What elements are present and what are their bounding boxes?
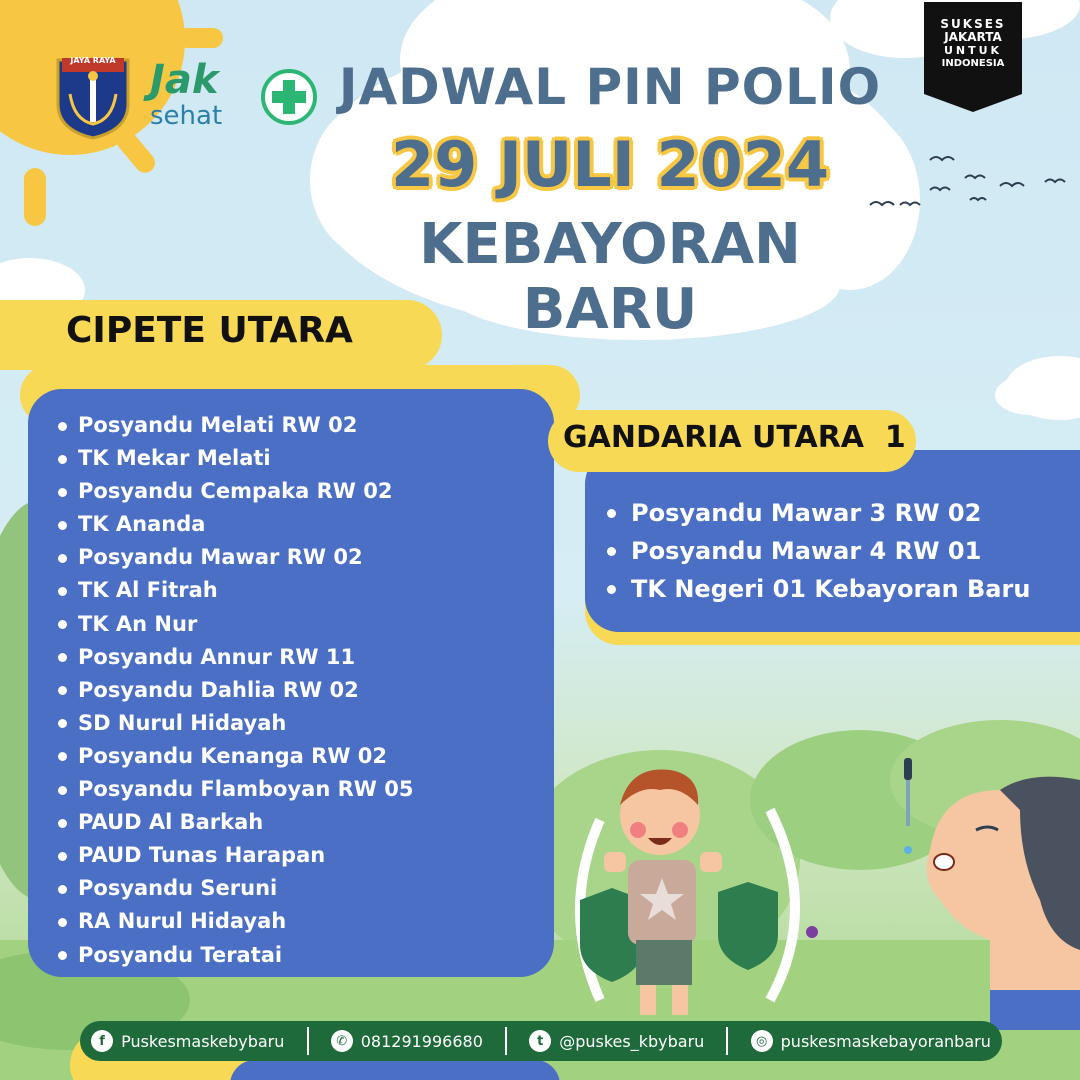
title-district: KEBAYORAN BARU	[419, 212, 801, 342]
badge-line: JAKARTA	[944, 30, 1002, 44]
badge-line: INDONESIA	[941, 58, 1005, 69]
list-item: TK Negeri 01 Kebayoran Baru	[585, 570, 1080, 608]
footer-divider	[307, 1027, 309, 1055]
instagram-handle: puskesmaskebayoranbaru	[780, 1031, 991, 1051]
list-item: TK An Nur	[28, 608, 554, 641]
facebook-handle: Puskesmaskebybaru	[121, 1031, 285, 1051]
dki-banner-text: JAYA RAYA	[70, 56, 116, 65]
social-footer	[80, 1021, 1002, 1061]
list-item: Posyandu Mawar 4 RW 01	[585, 532, 1080, 570]
list-item: TK Mekar Melati	[28, 442, 554, 475]
badge-line: UNTUK	[943, 44, 1003, 57]
hidden-panel	[230, 1060, 560, 1080]
title-line-1: JADWAL PIN POLIO	[338, 58, 882, 116]
cipete-list-panel	[28, 389, 554, 977]
polio-drop-illustration	[880, 750, 1080, 1030]
list-item: TK Ananda	[28, 508, 554, 541]
badge-line: SUKSES	[940, 17, 1006, 31]
sun-ray	[178, 28, 223, 48]
list-item: Posyandu Flamboyan RW 05	[28, 773, 554, 806]
health-cross-icon	[260, 68, 318, 126]
whatsapp-number: 081291996680	[360, 1031, 483, 1051]
list-item: PAUD Al Barkah	[28, 806, 554, 839]
gandaria-list-panel	[585, 450, 1080, 632]
list-item: Posyandu Melati RW 02	[28, 409, 554, 442]
whatsapp-link[interactable]	[331, 1030, 483, 1052]
footer-divider	[726, 1027, 728, 1055]
list-item: Posyandu Teratai	[28, 939, 554, 972]
sehat-logo-text: sehat	[150, 101, 223, 131]
instagram-icon: ◎	[751, 1030, 773, 1052]
sun-ray	[24, 168, 46, 226]
whatsapp-icon: ✆	[331, 1030, 353, 1052]
list-item: SD Nurul Hidayah	[28, 707, 554, 740]
list-item: Posyandu Dahlia RW 02	[28, 674, 554, 707]
jak-logo-text: Jak	[150, 57, 219, 103]
dki-crest-logo	[54, 54, 132, 140]
twitter-link[interactable]	[529, 1030, 704, 1052]
title-date: 29 JULI 2024	[391, 128, 829, 201]
gandaria-heading: GANDARIA UTARA 1	[563, 420, 906, 455]
cipete-list	[28, 389, 554, 972]
list-item: Posyandu Annur RW 11	[28, 641, 554, 674]
child-shield-illustration	[560, 760, 860, 1020]
list-item: Posyandu Mawar RW 02	[28, 541, 554, 574]
facebook-icon: f	[91, 1030, 113, 1052]
badge-text	[924, 18, 1022, 70]
list-item: RA Nurul Hidayah	[28, 905, 554, 938]
footer-divider	[505, 1027, 507, 1055]
list-item: Posyandu Mawar 3 RW 02	[585, 494, 1080, 532]
facebook-link[interactable]	[91, 1030, 284, 1052]
list-item: PAUD Tunas Harapan	[28, 839, 554, 872]
instagram-link[interactable]	[751, 1030, 991, 1052]
list-item: Posyandu Cempaka RW 02	[28, 475, 554, 508]
gandaria-list	[585, 450, 1080, 608]
twitter-icon: t	[529, 1030, 551, 1052]
cipete-heading: CIPETE UTARA	[66, 310, 353, 351]
list-item: Posyandu Seruni	[28, 872, 554, 905]
twitter-handle: @puskes_kbybaru	[559, 1031, 705, 1051]
list-item: TK Al Fitrah	[28, 574, 554, 607]
list-item: Posyandu Kenanga RW 02	[28, 740, 554, 773]
